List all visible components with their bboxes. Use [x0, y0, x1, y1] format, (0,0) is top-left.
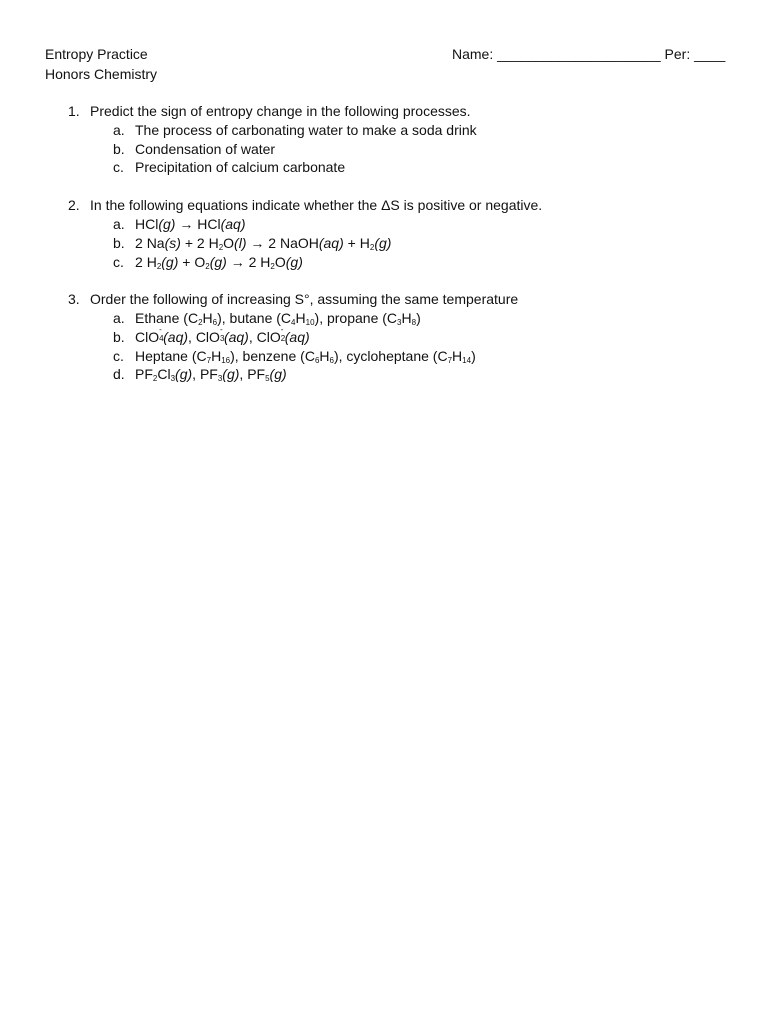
worksheet-header [45, 45, 157, 84]
question-text: In the following equations indicate whether the ΔS is positive or negative. [90, 197, 543, 214]
sub-question-letter: c. [113, 159, 124, 176]
chemical-equation: 2 Na(s) + 2 $H_2O(l) \to 2$ NaOH(aq) + $H_2(g)$ [135, 234, 392, 252]
sub-question-2b [68, 234, 738, 253]
sub-question-letter: a. [113, 310, 125, 327]
sub-question-2a [68, 215, 738, 234]
question-number: 1. [68, 103, 80, 119]
sub-question-letter: c. [113, 347, 124, 364]
sub-question-letter: d. [113, 366, 125, 383]
sub-question-3b [68, 324, 738, 347]
question-list [68, 102, 738, 403]
name-field[interactable]: Name: _____________________ [452, 46, 661, 62]
sub-question-text: Condensation of water [135, 140, 276, 157]
sub-question-letter: a. [113, 216, 125, 233]
sub-question-text: The process of carbonating water to make a soda drink [135, 122, 477, 138]
question-1 [68, 102, 738, 177]
sub-question-3d [68, 365, 738, 384]
course-name: Honors Chemistry [45, 65, 158, 82]
sub-question-1b [68, 140, 738, 159]
compound-list: $PF_2Cl_3(g)$, $PF_3(g)$, $PF_5(g)$ [135, 366, 287, 384]
question-number: 2. [68, 197, 80, 214]
sub-question-list [68, 121, 738, 177]
sub-question-3a [68, 309, 738, 328]
sub-question-1a [68, 121, 738, 140]
sub-question-letter: b. [113, 140, 125, 157]
sub-question-text: Precipitation of calcium carbonate [135, 159, 346, 176]
compound-list: Heptane $(C_7H_{16})$, benzene $(C_6H_6)$, cycloheptane $(C_7H_{14})$ [135, 347, 476, 365]
sub-question-list [68, 215, 738, 271]
compound-list: ClO - 4 (aq), ClO - 3 (aq), ClO - 2 (aq) [135, 324, 310, 345]
chemical-equation: 2 $H_2(g) + O_2(g) \to 2$ $H_2O(g)$ [135, 253, 303, 271]
question-text: Predict the sign of entropy change in the following processes. [90, 103, 471, 119]
sub-question-list [68, 309, 738, 384]
period-field[interactable]: Per: ____ [664, 46, 726, 62]
compound-list: Ethane $(C_2H_6)$, butane $(C_4H_{10})$, propane $(C_3H_8)$ [135, 310, 421, 328]
chemical-equation: HCl(g) → HCl(aq) [135, 216, 246, 233]
sub-question-letter: c. [113, 253, 124, 270]
sub-question-1c [68, 158, 738, 177]
student-info [452, 45, 725, 65]
sub-question-letter: b. [113, 328, 125, 345]
question-text: Order the following of increasing S°, assuming the same temperature [90, 291, 519, 308]
worksheet-title: Entropy Practice [45, 46, 148, 62]
sub-question-letter: b. [113, 234, 125, 251]
question-2 [68, 196, 738, 271]
sub-question-3c [68, 347, 738, 366]
question-3 [68, 290, 738, 384]
sub-question-letter: a. [113, 122, 125, 138]
sub-question-2c [68, 253, 738, 272]
question-number: 3. [68, 291, 80, 308]
